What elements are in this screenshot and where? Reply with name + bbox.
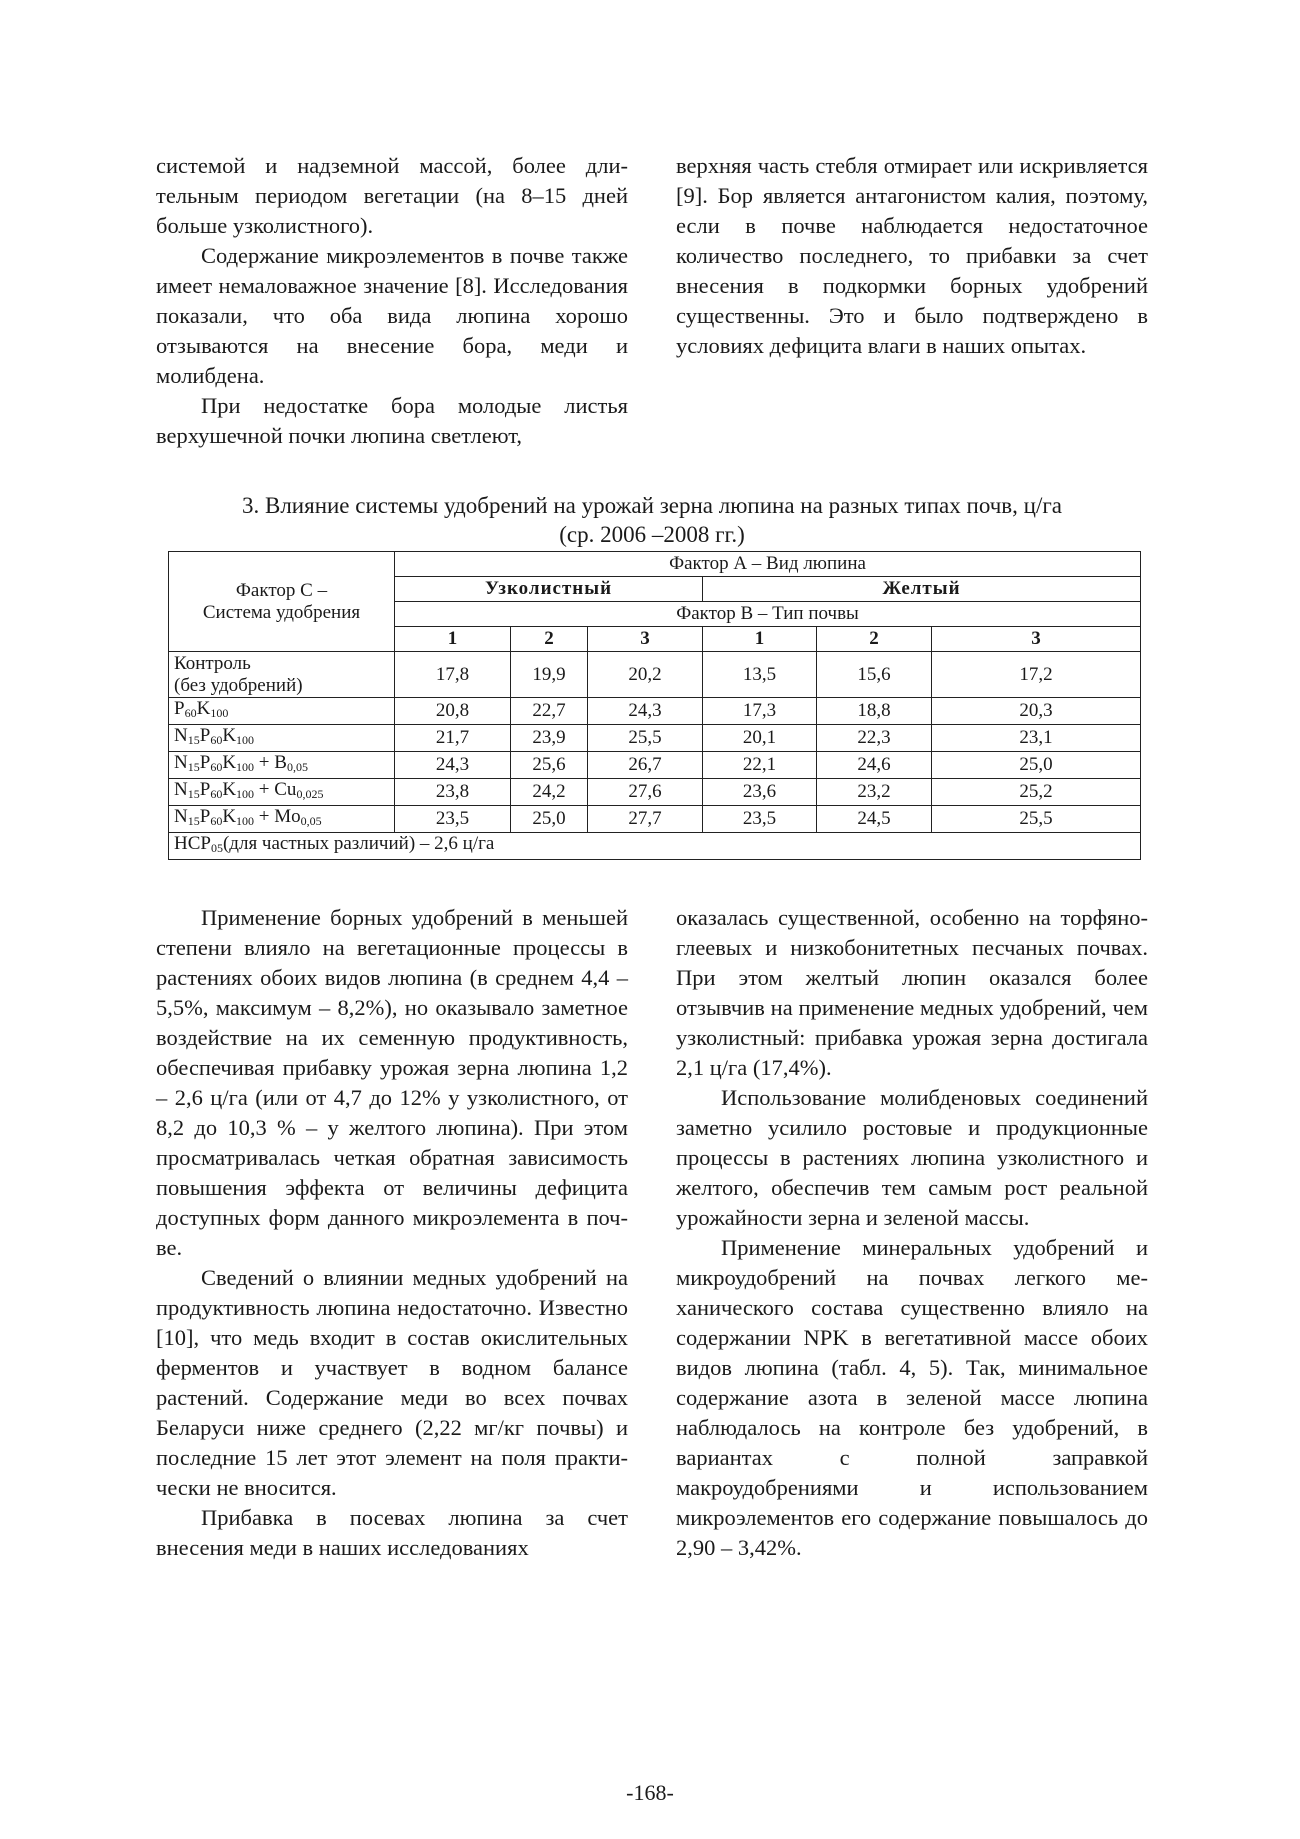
paragraph: Содержание микроэлементов в почве также имеет немаловажное значение [8]. Исследования показали, что оба вида люпина хорошо отзываются на внесение бора, меди и молибдена. xyxy=(156,243,628,388)
table-cell: 20,8 xyxy=(395,698,511,725)
fertilizer-label xyxy=(169,752,395,779)
table-cell: 20,3 xyxy=(932,698,1141,725)
table-cell: 22,7 xyxy=(511,698,588,725)
fertilizer-label-part: P xyxy=(199,779,211,800)
table-caption xyxy=(156,491,1148,549)
lsd-rest: (для частных различий) – 2,6 ц/га xyxy=(222,833,495,854)
fertilizer-label-part: + B xyxy=(254,752,287,773)
soil-type-cell: 1 xyxy=(395,627,511,652)
fertilizer-label-part: 15 xyxy=(187,787,200,801)
paragraph: верхняя часть стебля отмирает или искривляется [9]. Бор является антагонистом калия, поэтому, если в почве наблюдается недостаточное количество последнего, то прибавки за счет внесения в подкормки борных удобрений существенны. Это и было подтверждено в условиях дефицита влаги в наших опытах. xyxy=(676,153,1148,358)
fertilizer-label-part: 100 xyxy=(236,787,255,801)
soil-type-cell: 1 xyxy=(703,627,817,652)
paragraph: Применение минеральных удобрений и микроудобрений на почвах легкого механического состава существенно влияло на содержании NPK в вегетативной массе обоих видов люпина (табл. 4, 5). Так, минимальное содержание азота в зеленой массе люпина наблюдалось на контроле без удобрений, в вариантах с полной заправкой макроудобрениями и использованием микроэлементов его содержание повышалось до 2,90 – 3,42%. xyxy=(676,1235,1148,1560)
fertilizer-label-part: P xyxy=(174,698,185,719)
table-cell: 19,9 xyxy=(511,652,588,698)
table-row xyxy=(169,752,1141,779)
yellow-header: Желтый xyxy=(703,577,1141,602)
lsd-prefix: НСР xyxy=(174,833,211,854)
fertilizer-label-part: K xyxy=(222,806,237,827)
table-cell: 18,8 xyxy=(817,698,932,725)
paragraph: Применение борных удобрений в меньшей степени влияло на вегетационные процессы в растениях обоих видов люпина (в среднем 4,4 – 5,5%, максимум – 8,2%), но оказывало заметное воздействие на их семенную продуктивность, обеспечивая прибавку урожая зерна люпина 1,2 – 2,6 ц/га (или от 4,7 до 12% у узколистного, от 8,2 до 10,3 % – у желтого люпина). При этом просматривалась четкая обратная зависимость повышения эффекта от величины дефицита доступных форм данного микроэлемента в почве. xyxy=(156,905,628,1260)
table-cell: 24,2 xyxy=(511,779,588,806)
control-label xyxy=(169,652,395,698)
fertilizer-label-part: 100 xyxy=(236,760,255,774)
table-cell: 26,7 xyxy=(588,752,703,779)
table-row xyxy=(169,652,1141,698)
fertilizer-label-part: P xyxy=(199,806,211,827)
fertilizer-label-part: K xyxy=(222,725,237,746)
fertilizer-label-part: 60 xyxy=(210,787,223,801)
fertilizer-label-part: 15 xyxy=(187,733,200,747)
table-cell: 25,5 xyxy=(588,725,703,752)
factor-a-header: Фактор А – Вид люпина xyxy=(395,552,1141,577)
narrow-leaved-header: Узколистный xyxy=(395,577,703,602)
bottom-left-column xyxy=(156,903,628,1563)
control-label-line2: (без удобрений) xyxy=(174,674,303,696)
paragraph: системой и надземной массой, более длительным периодом вегетации (на 8–15 дней больше узколистного). xyxy=(156,153,628,238)
table-caption-line2: (ср. 2006 –2008 гг.) xyxy=(559,522,745,547)
table-cell: 23,5 xyxy=(703,806,817,833)
table-cell: 24,6 xyxy=(817,752,932,779)
table-cell: 22,1 xyxy=(703,752,817,779)
yield-table-container xyxy=(168,551,1140,860)
paragraph: При недостатке бора молодые листья верхушечной почки люпина светлеют, xyxy=(156,393,628,448)
table-cell: 23,6 xyxy=(703,779,817,806)
fertilizer-label-part: N xyxy=(174,779,188,800)
fertilizer-label-part: + Mo xyxy=(254,806,301,827)
table-cell: 17,3 xyxy=(703,698,817,725)
table-cell: 13,5 xyxy=(703,652,817,698)
table-cell: 23,9 xyxy=(511,725,588,752)
fertilizer-label-part: N xyxy=(174,806,188,827)
fertilizer-label-part: 60 xyxy=(210,760,223,774)
table-cell: 24,3 xyxy=(588,698,703,725)
table-cell: 24,5 xyxy=(817,806,932,833)
table-cell: 21,7 xyxy=(395,725,511,752)
table-cell: 20,1 xyxy=(703,725,817,752)
top-left-column xyxy=(156,151,628,451)
factor-c-line1: Фактор С – xyxy=(235,579,328,601)
soil-type-cell: 2 xyxy=(817,627,932,652)
fertilizer-label-part: 60 xyxy=(184,706,197,720)
top-right-column xyxy=(676,151,1148,361)
control-label-line1: Контроль xyxy=(174,652,251,674)
soil-type-cell: 3 xyxy=(588,627,703,652)
fertilizer-label-part: 60 xyxy=(210,733,223,747)
table-caption-line1: 3. Влияние системы удобрений на урожай зерна люпина на разных типах почв, ц/га xyxy=(241,493,1062,518)
factor-c-line2: Система удобрения xyxy=(202,601,361,623)
table-cell: 22,3 xyxy=(817,725,932,752)
fertilizer-label-part: 0,025 xyxy=(296,787,324,801)
table-cell: 25,6 xyxy=(511,752,588,779)
fertilizer-label-part: 0,05 xyxy=(300,814,322,828)
table-row xyxy=(169,725,1141,752)
table-cell: 24,3 xyxy=(395,752,511,779)
lsd-footnote xyxy=(169,833,1141,860)
table-row xyxy=(169,806,1141,833)
fertilizer-label-part: N xyxy=(174,752,188,773)
fertilizer-label-part: + Cu xyxy=(254,779,297,800)
table-cell: 23,5 xyxy=(395,806,511,833)
table-cell: 23,1 xyxy=(932,725,1141,752)
table-cell: 25,2 xyxy=(932,779,1141,806)
table-cell: 23,8 xyxy=(395,779,511,806)
fertilizer-label-part: N xyxy=(174,725,188,746)
fertilizer-label xyxy=(169,779,395,806)
paragraph: Прибавка в посевах люпина за счет внесения меди в наших исследованиях xyxy=(156,1505,628,1560)
lsd-sub: 05 xyxy=(210,841,223,855)
fertilizer-label-part: K xyxy=(196,698,211,719)
fertilizer-label-part: K xyxy=(222,752,237,773)
table-cell: 20,2 xyxy=(588,652,703,698)
fertilizer-label-part: 15 xyxy=(187,760,200,774)
fertilizer-label xyxy=(169,725,395,752)
fertilizer-label-part: P xyxy=(199,725,211,746)
soil-type-cell: 3 xyxy=(932,627,1141,652)
fertilizer-label xyxy=(169,806,395,833)
table-cell: 25,0 xyxy=(511,806,588,833)
table-cell: 17,2 xyxy=(932,652,1141,698)
page-number: -168- xyxy=(626,1780,674,1805)
bottom-right-column xyxy=(676,903,1148,1563)
factor-b-header: Фактор В – Тип почвы xyxy=(395,602,1141,627)
paragraph: Использование молибденовых соединений заметно усилило ростовые и продукционные процессы в растениях люпина узколистного и желтого, обеспечив тем самым рост реальной урожайности зерна и зеленой массы. xyxy=(676,1085,1148,1230)
soil-type-cell: 2 xyxy=(511,627,588,652)
table-row xyxy=(169,779,1141,806)
paragraph: оказалась существенной, особенно на торфяно-глеевых и низкобонитетных песчаных почвах. При этом желтый люпин оказался более отзывчив на применение медных удобрений, чем узколистный: прибавка урожая зерна достигала 2,1 ц/га (17,4%). xyxy=(676,905,1148,1080)
table-cell: 23,2 xyxy=(817,779,932,806)
table-cell: 15,6 xyxy=(817,652,932,698)
fertilizer-label-part: P xyxy=(199,752,211,773)
table-cell: 27,7 xyxy=(588,806,703,833)
factor-c-header xyxy=(169,552,395,652)
fertilizer-label-part: 100 xyxy=(210,706,229,720)
yield-table xyxy=(168,551,1141,860)
fertilizer-label xyxy=(169,698,395,725)
table-cell: 27,6 xyxy=(588,779,703,806)
fertilizer-label-part: 15 xyxy=(187,814,200,828)
paragraph: Сведений о влиянии медных удобрений на продуктивность люпина недостаточно. Известно [10], что медь входит в состав окислительных ферментов и участвует в водном балансе растений. Содержание меди во всех почвах Беларуси ниже среднего (2,22 мг/кг почвы) и последние 15 лет этот элемент на поля практически не вносится. xyxy=(156,1265,628,1500)
fertilizer-label-part: 60 xyxy=(210,814,223,828)
table-cell: 25,0 xyxy=(932,752,1141,779)
fertilizer-label-part: 0,05 xyxy=(286,760,308,774)
fertilizer-label-part: 100 xyxy=(236,814,255,828)
table-cell: 17,8 xyxy=(395,652,511,698)
table-cell: 25,5 xyxy=(932,806,1141,833)
table-row xyxy=(169,698,1141,725)
fertilizer-label-part: K xyxy=(222,779,237,800)
fertilizer-label-part: 100 xyxy=(236,733,255,747)
